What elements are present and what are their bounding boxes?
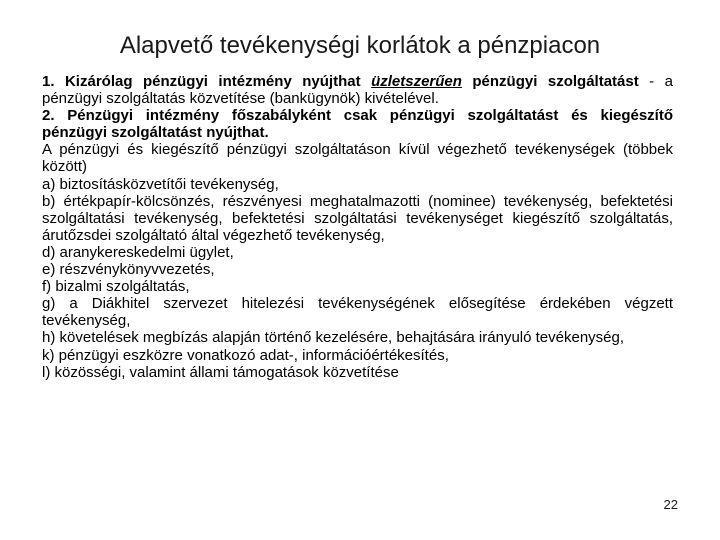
list-item-d: d) aranykereskedelmi ügylet, [42, 243, 234, 261]
point-1 [42, 73, 673, 107]
point-2: 2. Pénzügyi intézmény főszabályként csak pénzügyi szolgáltatást és kiegészítő pénzügyi szolgáltatást nyújthat. [42, 107, 673, 142]
slide-body [42, 73, 673, 381]
list-item-l: l) közösségi, valamint állami támogatások közvetítése [42, 363, 399, 381]
list-item-f: f) bizalmi szolgáltatás, [42, 278, 190, 296]
point-1-part-a: 1. Kizárólag pénzügyi intézmény nyújthat [42, 73, 372, 90]
point-1-part-b: pénzügyi szolgáltatást [461, 73, 639, 90]
intro-text: A pénzügyi és kiegészítő pénzügyi szolgáltatáson kívül végezhető tevékenységek (többek között) [42, 141, 673, 176]
point-1-part-c: - a pénzügyi szolgáltatás közvetítése (bankügynök) kivételével. [42, 73, 673, 108]
list-item-e: e) részvénykönyvvezetés, [42, 261, 215, 279]
list-item-h: h) követelések megbízás alapján történő kezelésére, behajtására irányuló tevékenység, [42, 329, 625, 347]
slide-title: Alapvető tevékenységi korlátok a pénzpiacon [119, 32, 601, 59]
list-item-g: g) a Diákhitel szervezet hitelezési tevékenységének elősegítése érdekében végzett tevékenység, [42, 295, 673, 330]
list-item-k: k) pénzügyi eszközre vonatkozó adat-, információértékesítés, [42, 346, 449, 364]
point-1-emphasis: üzletszerűen [371, 73, 462, 90]
list-item-b: b) értékpapír-kölcsönzés, részvényesi meghatalmazotti (nominee) tevékenység, befektetési szolgáltatási tevékenység, befektetési szolgáltatási tevékenységet kiegészítő szolgáltatás, árutőzsdei szolgáltató által végezhető tevékenység, [42, 192, 673, 244]
list-item-a: a) biztosításközvetítői tevékenység, [42, 175, 279, 193]
page-number: 22 [663, 497, 678, 512]
